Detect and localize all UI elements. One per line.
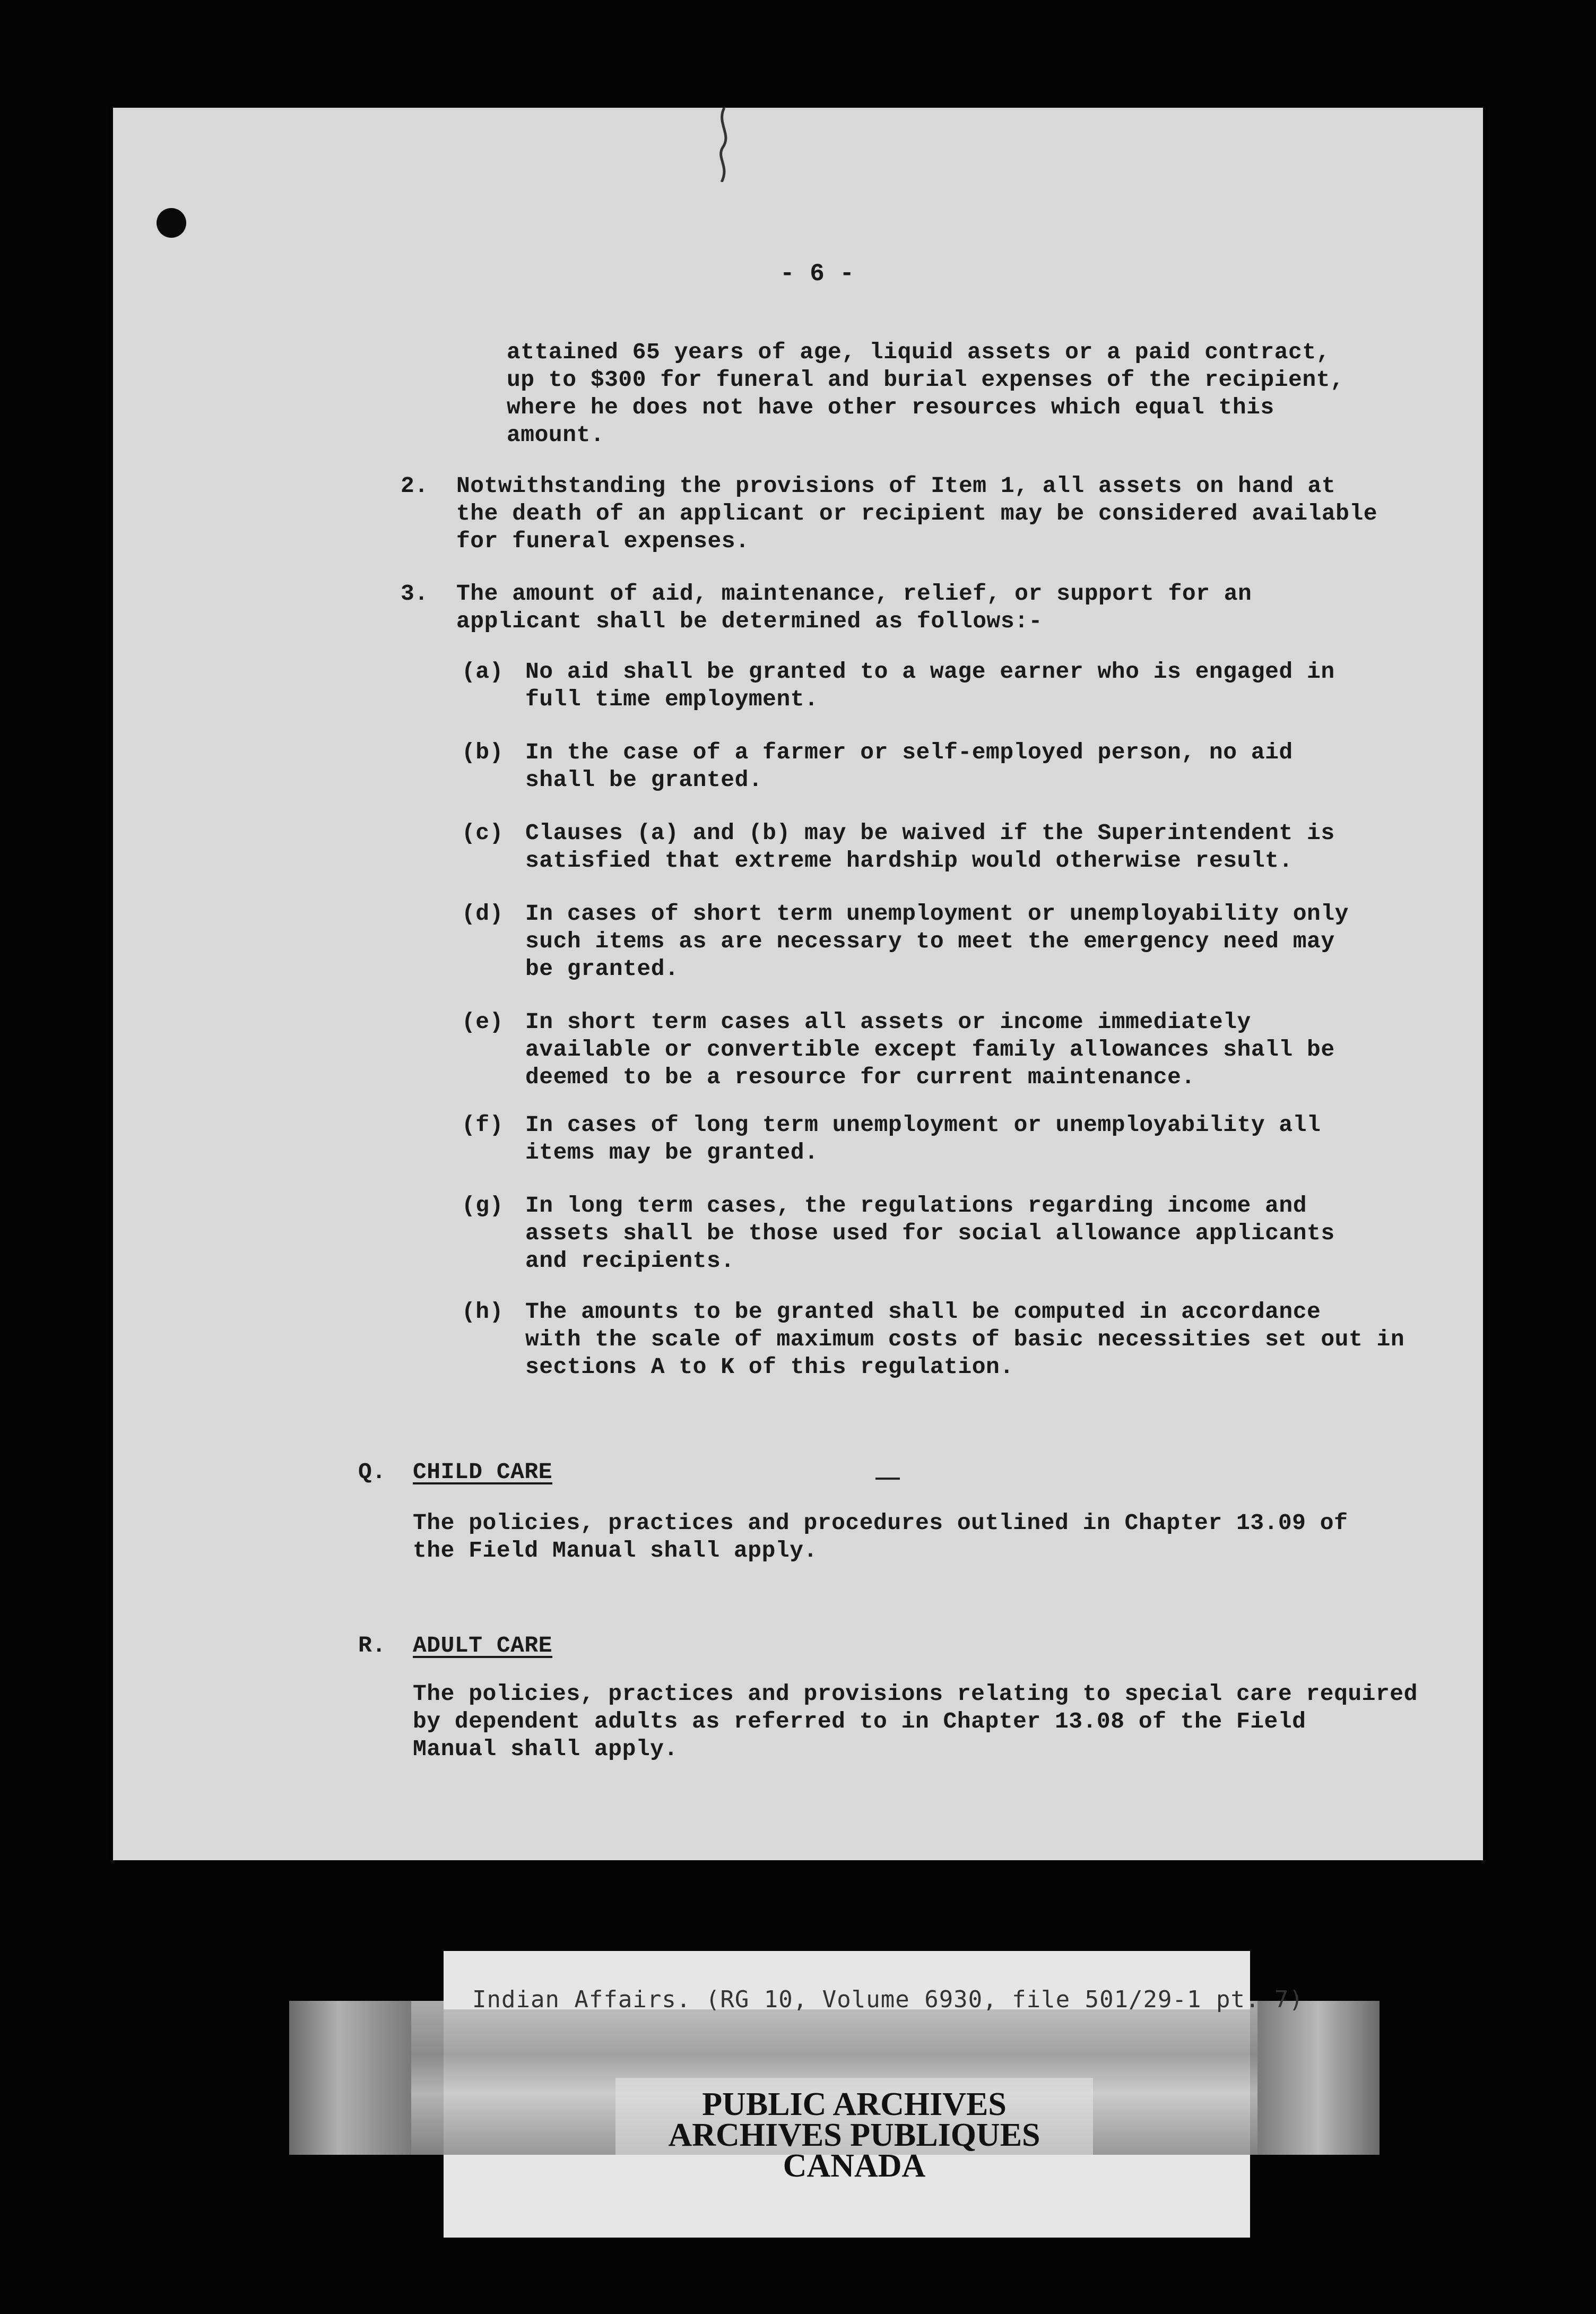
subitem-marker: (b) (462, 739, 504, 765)
section-line: the Field Manual shall apply. (413, 1538, 818, 1564)
archive-stamp-line: CANADA (783, 2148, 926, 2184)
stray-dash-mark (875, 1478, 900, 1480)
section-letter: R. (358, 1633, 386, 1659)
paper-crease-mark (706, 108, 743, 182)
tape-end-right (1257, 2001, 1380, 2155)
subitem-line: The amounts to be granted shall be computed in accordance (525, 1299, 1321, 1325)
continuation-line: amount. (507, 422, 605, 448)
subitem-line: No aid shall be granted to a wage earner who is engaged in (525, 659, 1335, 685)
subitem-line: Clauses (a) and (b) may be waived if the Superintendent is (525, 820, 1335, 846)
item-line: the death of an applicant or recipient may be considered available (456, 500, 1378, 526)
subitem-marker: (h) (462, 1299, 504, 1325)
section-line: The policies, practices and provisions relating to special care required (413, 1681, 1418, 1707)
section-title: CHILD CARE (413, 1459, 553, 1485)
subitem-line: In the case of a farmer or self-employed person, no aid (525, 739, 1293, 765)
item-line: applicant shall be determined as follows:- (456, 608, 1043, 634)
subitem-line: In long term cases, the regulations regarding income and (525, 1193, 1307, 1219)
subitem-marker: (e) (462, 1009, 504, 1035)
subitem-line: available or convertible except family allowances shall be (525, 1037, 1335, 1063)
subitem-marker: (d) (462, 901, 504, 927)
subitem-line: satisfied that extreme hardship would otherwise result. (525, 848, 1293, 874)
item-line: The amount of aid, maintenance, relief, or support for an (456, 581, 1252, 607)
subitem-line: with the scale of maximum costs of basic necessities set out in (525, 1326, 1405, 1352)
section-letter: Q. (358, 1459, 386, 1485)
section-title: ADULT CARE (413, 1633, 553, 1659)
subitem-line: deemed to be a resource for current maintenance. (525, 1064, 1195, 1090)
subitem-line: shall be granted. (525, 767, 763, 793)
subitem-line: such items as are necessary to meet the emergency need may (525, 928, 1335, 954)
continuation-line: where he does not have other resources which equal this (507, 394, 1274, 420)
subitem-marker: (g) (462, 1193, 504, 1219)
item-line: Notwithstanding the provisions of Item 1, all assets on hand at (456, 473, 1336, 499)
subitem-line: In short term cases all assets or income immediately (525, 1009, 1251, 1035)
subitem-line: full time employment. (525, 686, 819, 712)
archive-stamp-line: PUBLIC ARCHIVES (702, 2086, 1007, 2122)
subitem-line: be granted. (525, 956, 679, 982)
subitem-marker: (c) (462, 820, 504, 846)
section-line: Manual shall apply. (413, 1736, 678, 1762)
archive-reference: Indian Affairs. (RG 10, Volume 6930, file 501/29-1 pt. 7) (472, 1986, 1304, 2013)
item-number: 3. (401, 581, 429, 607)
continuation-line: attained 65 years of age, liquid assets or a paid contract, (507, 339, 1330, 365)
tape-end-left (289, 2001, 411, 2155)
continuation-line: up to $300 for funeral and burial expenses of the recipient, (507, 367, 1345, 393)
section-line: The policies, practices and procedures outlined in Chapter 13.09 of (413, 1510, 1348, 1536)
page-number: - 6 - (780, 260, 855, 288)
subitem-line: In cases of short term unemployment or unemployability only (525, 901, 1349, 927)
subitem-line: items may be granted. (525, 1139, 819, 1165)
subitem-marker: (f) (462, 1112, 504, 1138)
section-line: by dependent adults as referred to in Chapter 13.08 of the Field (413, 1708, 1306, 1734)
archive-stamp-line: ARCHIVES PUBLIQUES (668, 2117, 1040, 2153)
item-number: 2. (401, 473, 429, 499)
punch-hole (157, 208, 186, 238)
subitem-marker: (a) (462, 659, 504, 685)
subitem-line: assets shall be those used for social allowance applicants (525, 1220, 1335, 1246)
subitem-line: In cases of long term unemployment or unemployability all (525, 1112, 1321, 1138)
subitem-line: sections A to K of this regulation. (525, 1354, 1014, 1380)
item-line: for funeral expenses. (456, 528, 750, 554)
subitem-line: and recipients. (525, 1248, 735, 1274)
